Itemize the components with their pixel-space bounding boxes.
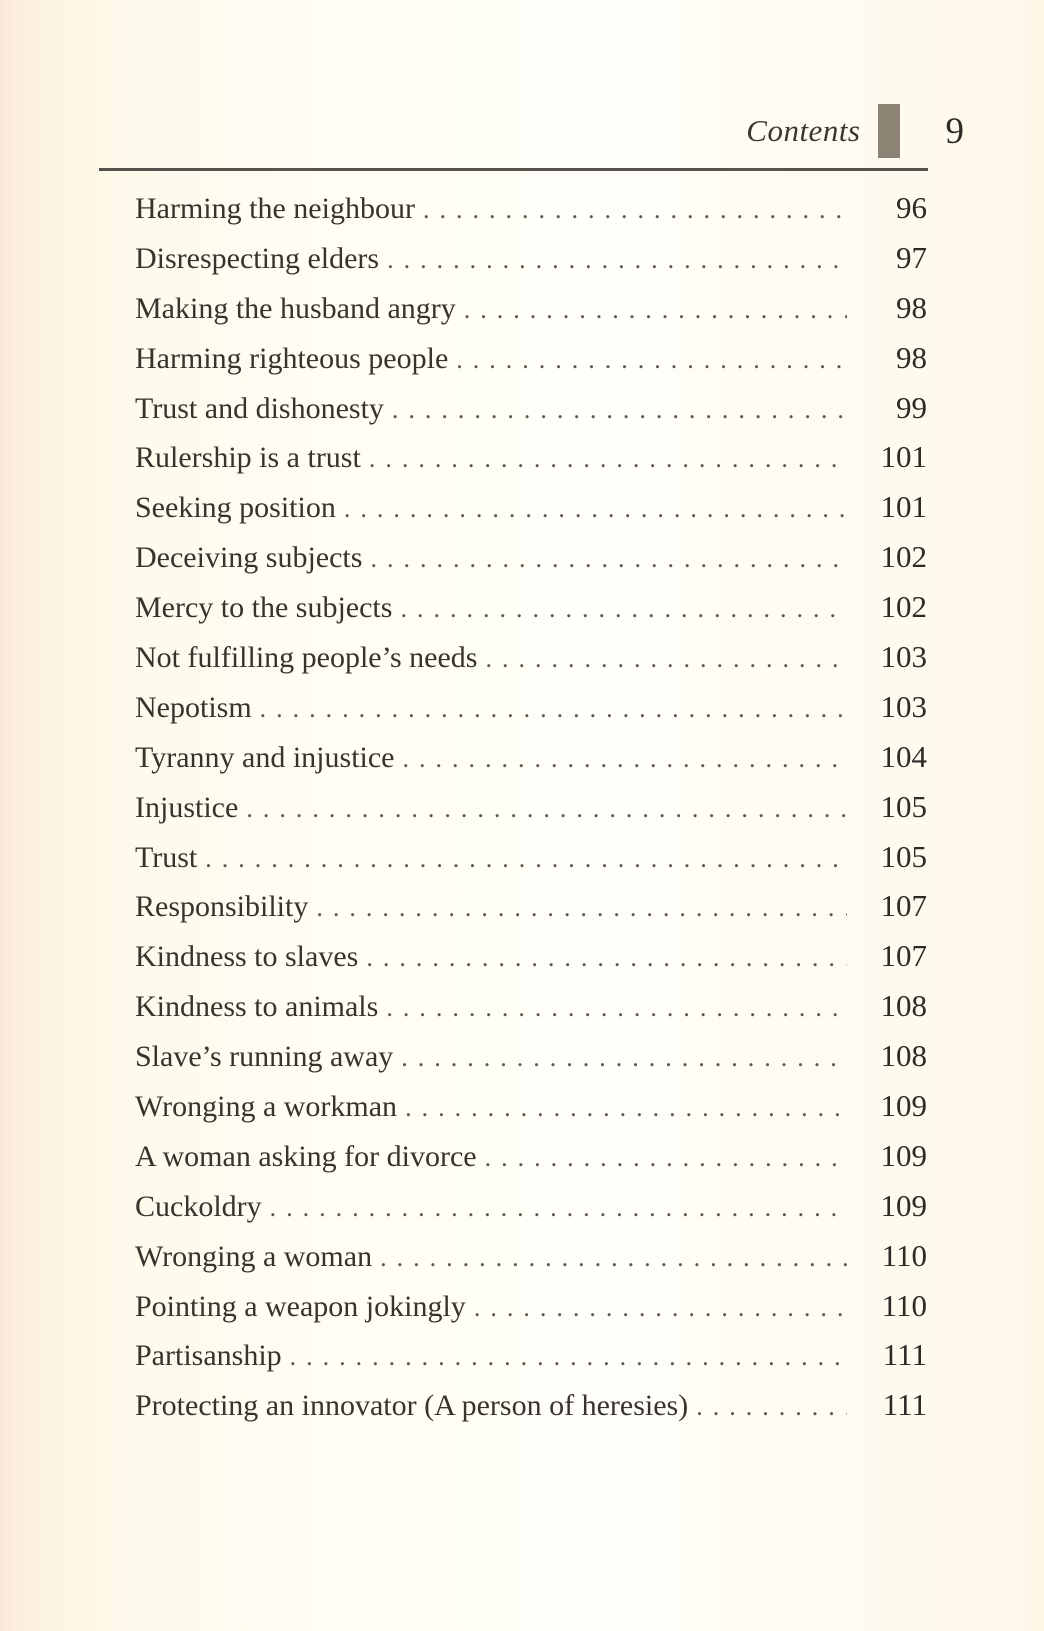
toc-entry-page: 103 bbox=[880, 688, 927, 724]
toc-leader-dots bbox=[474, 1283, 847, 1333]
toc-entry-page: 101 bbox=[880, 489, 927, 525]
toc-entry-page: 108 bbox=[880, 1038, 927, 1074]
toc-entry bbox=[135, 881, 927, 931]
toc-entry-page: 110 bbox=[881, 1287, 927, 1323]
toc-entry-page: 104 bbox=[880, 738, 927, 774]
toc-entry bbox=[135, 1181, 927, 1231]
toc-entry bbox=[135, 931, 927, 981]
header-bar-ornament bbox=[878, 104, 900, 158]
section-title: Contents bbox=[746, 113, 861, 148]
toc-entry bbox=[135, 732, 927, 782]
toc-leader-dots bbox=[344, 484, 847, 534]
toc-entry-page: 111 bbox=[882, 1337, 927, 1373]
toc-entry-title: Not fulfilling people’s needs bbox=[135, 641, 478, 675]
toc-entry-page: 110 bbox=[881, 1237, 927, 1273]
toc-entry bbox=[135, 632, 927, 682]
toc-entry bbox=[135, 333, 927, 383]
toc-leader-dots bbox=[386, 983, 847, 1033]
toc-entry bbox=[135, 1031, 927, 1081]
toc-entry-title: Injustice bbox=[135, 790, 239, 824]
toc-list bbox=[135, 183, 927, 1430]
toc-entry-page: 107 bbox=[880, 888, 927, 924]
toc-entry bbox=[135, 782, 927, 832]
toc-entry-page: 105 bbox=[880, 838, 927, 874]
toc-entry-title: Tyranny and injustice bbox=[135, 740, 395, 774]
toc-leader-dots bbox=[316, 883, 847, 933]
header-rule bbox=[99, 168, 928, 171]
toc-entry bbox=[135, 283, 927, 333]
toc-leader-dots bbox=[423, 185, 847, 235]
toc-entry bbox=[135, 1131, 927, 1181]
toc-entry-title: Kindness to slaves bbox=[135, 940, 359, 974]
toc-leader-dots bbox=[380, 1233, 847, 1283]
toc-entry-title: Deceiving subjects bbox=[135, 541, 363, 575]
toc-leader-dots bbox=[485, 1133, 847, 1183]
toc-entry bbox=[135, 383, 927, 433]
toc-entry bbox=[135, 233, 927, 283]
toc-entry bbox=[135, 1330, 927, 1380]
toc-leader-dots bbox=[246, 784, 847, 834]
toc-entry-title: Slave’s running away bbox=[135, 1040, 394, 1074]
toc-entry-page: 109 bbox=[880, 1187, 927, 1223]
toc-entry bbox=[135, 582, 927, 632]
toc-entry-title: Responsibility bbox=[135, 890, 309, 924]
toc-leader-dots bbox=[405, 1083, 847, 1133]
toc-entry-title: Making the husband angry bbox=[135, 291, 456, 325]
toc-leader-dots bbox=[464, 285, 847, 335]
toc-entry bbox=[135, 682, 927, 732]
toc-entry-title: Protecting an innovator (A person of heresies) bbox=[135, 1389, 689, 1423]
toc-entry-page: 96 bbox=[896, 190, 927, 225]
toc-leader-dots bbox=[392, 385, 847, 435]
toc-entry-page: 111 bbox=[882, 1387, 927, 1423]
toc-entry-page: 105 bbox=[880, 788, 927, 824]
toc-leader-dots bbox=[387, 235, 847, 285]
toc-entry bbox=[135, 183, 927, 233]
toc-entry-page: 109 bbox=[880, 1088, 927, 1124]
toc-entry-title: Kindness to animals bbox=[135, 990, 379, 1024]
toc-entry bbox=[135, 1380, 927, 1430]
toc-entry-page: 99 bbox=[896, 389, 927, 425]
toc-entry bbox=[135, 981, 927, 1031]
toc-entry-page: 109 bbox=[880, 1137, 927, 1173]
toc-entry bbox=[135, 1281, 927, 1331]
toc-entry bbox=[135, 532, 927, 582]
toc-entry bbox=[135, 832, 927, 882]
toc-entry-page: 102 bbox=[880, 539, 927, 575]
toc-entry-title: Disrespecting elders bbox=[135, 241, 380, 275]
toc-entry-title: Wronging a woman bbox=[135, 1239, 373, 1273]
toc-leader-dots bbox=[205, 834, 847, 884]
toc-entry-title: A woman asking for divorce bbox=[135, 1139, 477, 1173]
toc-entry-title: Seeking position bbox=[135, 491, 336, 525]
toc-entry bbox=[135, 482, 927, 532]
toc-entry-title: Partisanship bbox=[135, 1339, 282, 1373]
toc-entry-page: 98 bbox=[896, 339, 927, 375]
toc-leader-dots bbox=[403, 734, 848, 784]
toc-entry-page: 103 bbox=[880, 639, 927, 675]
toc-leader-dots bbox=[401, 1033, 847, 1083]
toc-entry-title: Trust and dishonesty bbox=[135, 391, 384, 425]
toc-leader-dots bbox=[290, 1332, 847, 1382]
toc-entry-page: 108 bbox=[880, 988, 927, 1024]
toc-entry-title: Trust bbox=[135, 840, 198, 874]
toc-leader-dots bbox=[696, 1382, 847, 1432]
toc-leader-dots bbox=[270, 1183, 847, 1233]
toc-leader-dots bbox=[260, 684, 847, 734]
toc-entry-title: Cuckoldry bbox=[135, 1189, 262, 1223]
toc-entry-title: Harming the neighbour bbox=[135, 192, 415, 225]
toc-entry bbox=[135, 1081, 927, 1131]
toc-leader-dots bbox=[456, 335, 847, 385]
page-header bbox=[746, 104, 964, 158]
toc-entry-page: 98 bbox=[896, 289, 927, 325]
toc-entry-page: 101 bbox=[880, 439, 927, 475]
toc-leader-dots bbox=[370, 534, 847, 584]
toc-entry bbox=[135, 1231, 927, 1281]
toc-leader-dots bbox=[400, 584, 847, 634]
toc-entry-page: 102 bbox=[880, 589, 927, 625]
toc-entry-title: Harming righteous people bbox=[135, 341, 449, 375]
page-number: 9 bbox=[945, 110, 964, 152]
toc-leader-dots bbox=[366, 933, 847, 983]
toc-entry-page: 97 bbox=[896, 239, 927, 275]
toc-entry-title: Rulership is a trust bbox=[135, 441, 361, 475]
toc-entry-title: Wronging a workman bbox=[135, 1090, 398, 1124]
toc-entry-page: 107 bbox=[880, 938, 927, 974]
toc-entry-title: Pointing a weapon jokingly bbox=[135, 1289, 466, 1323]
toc-leader-dots bbox=[485, 634, 847, 684]
toc-entry bbox=[135, 432, 927, 482]
toc-entry-title: Nepotism bbox=[135, 690, 252, 724]
toc-entry-title: Mercy to the subjects bbox=[135, 591, 393, 625]
toc-leader-dots bbox=[369, 434, 847, 484]
